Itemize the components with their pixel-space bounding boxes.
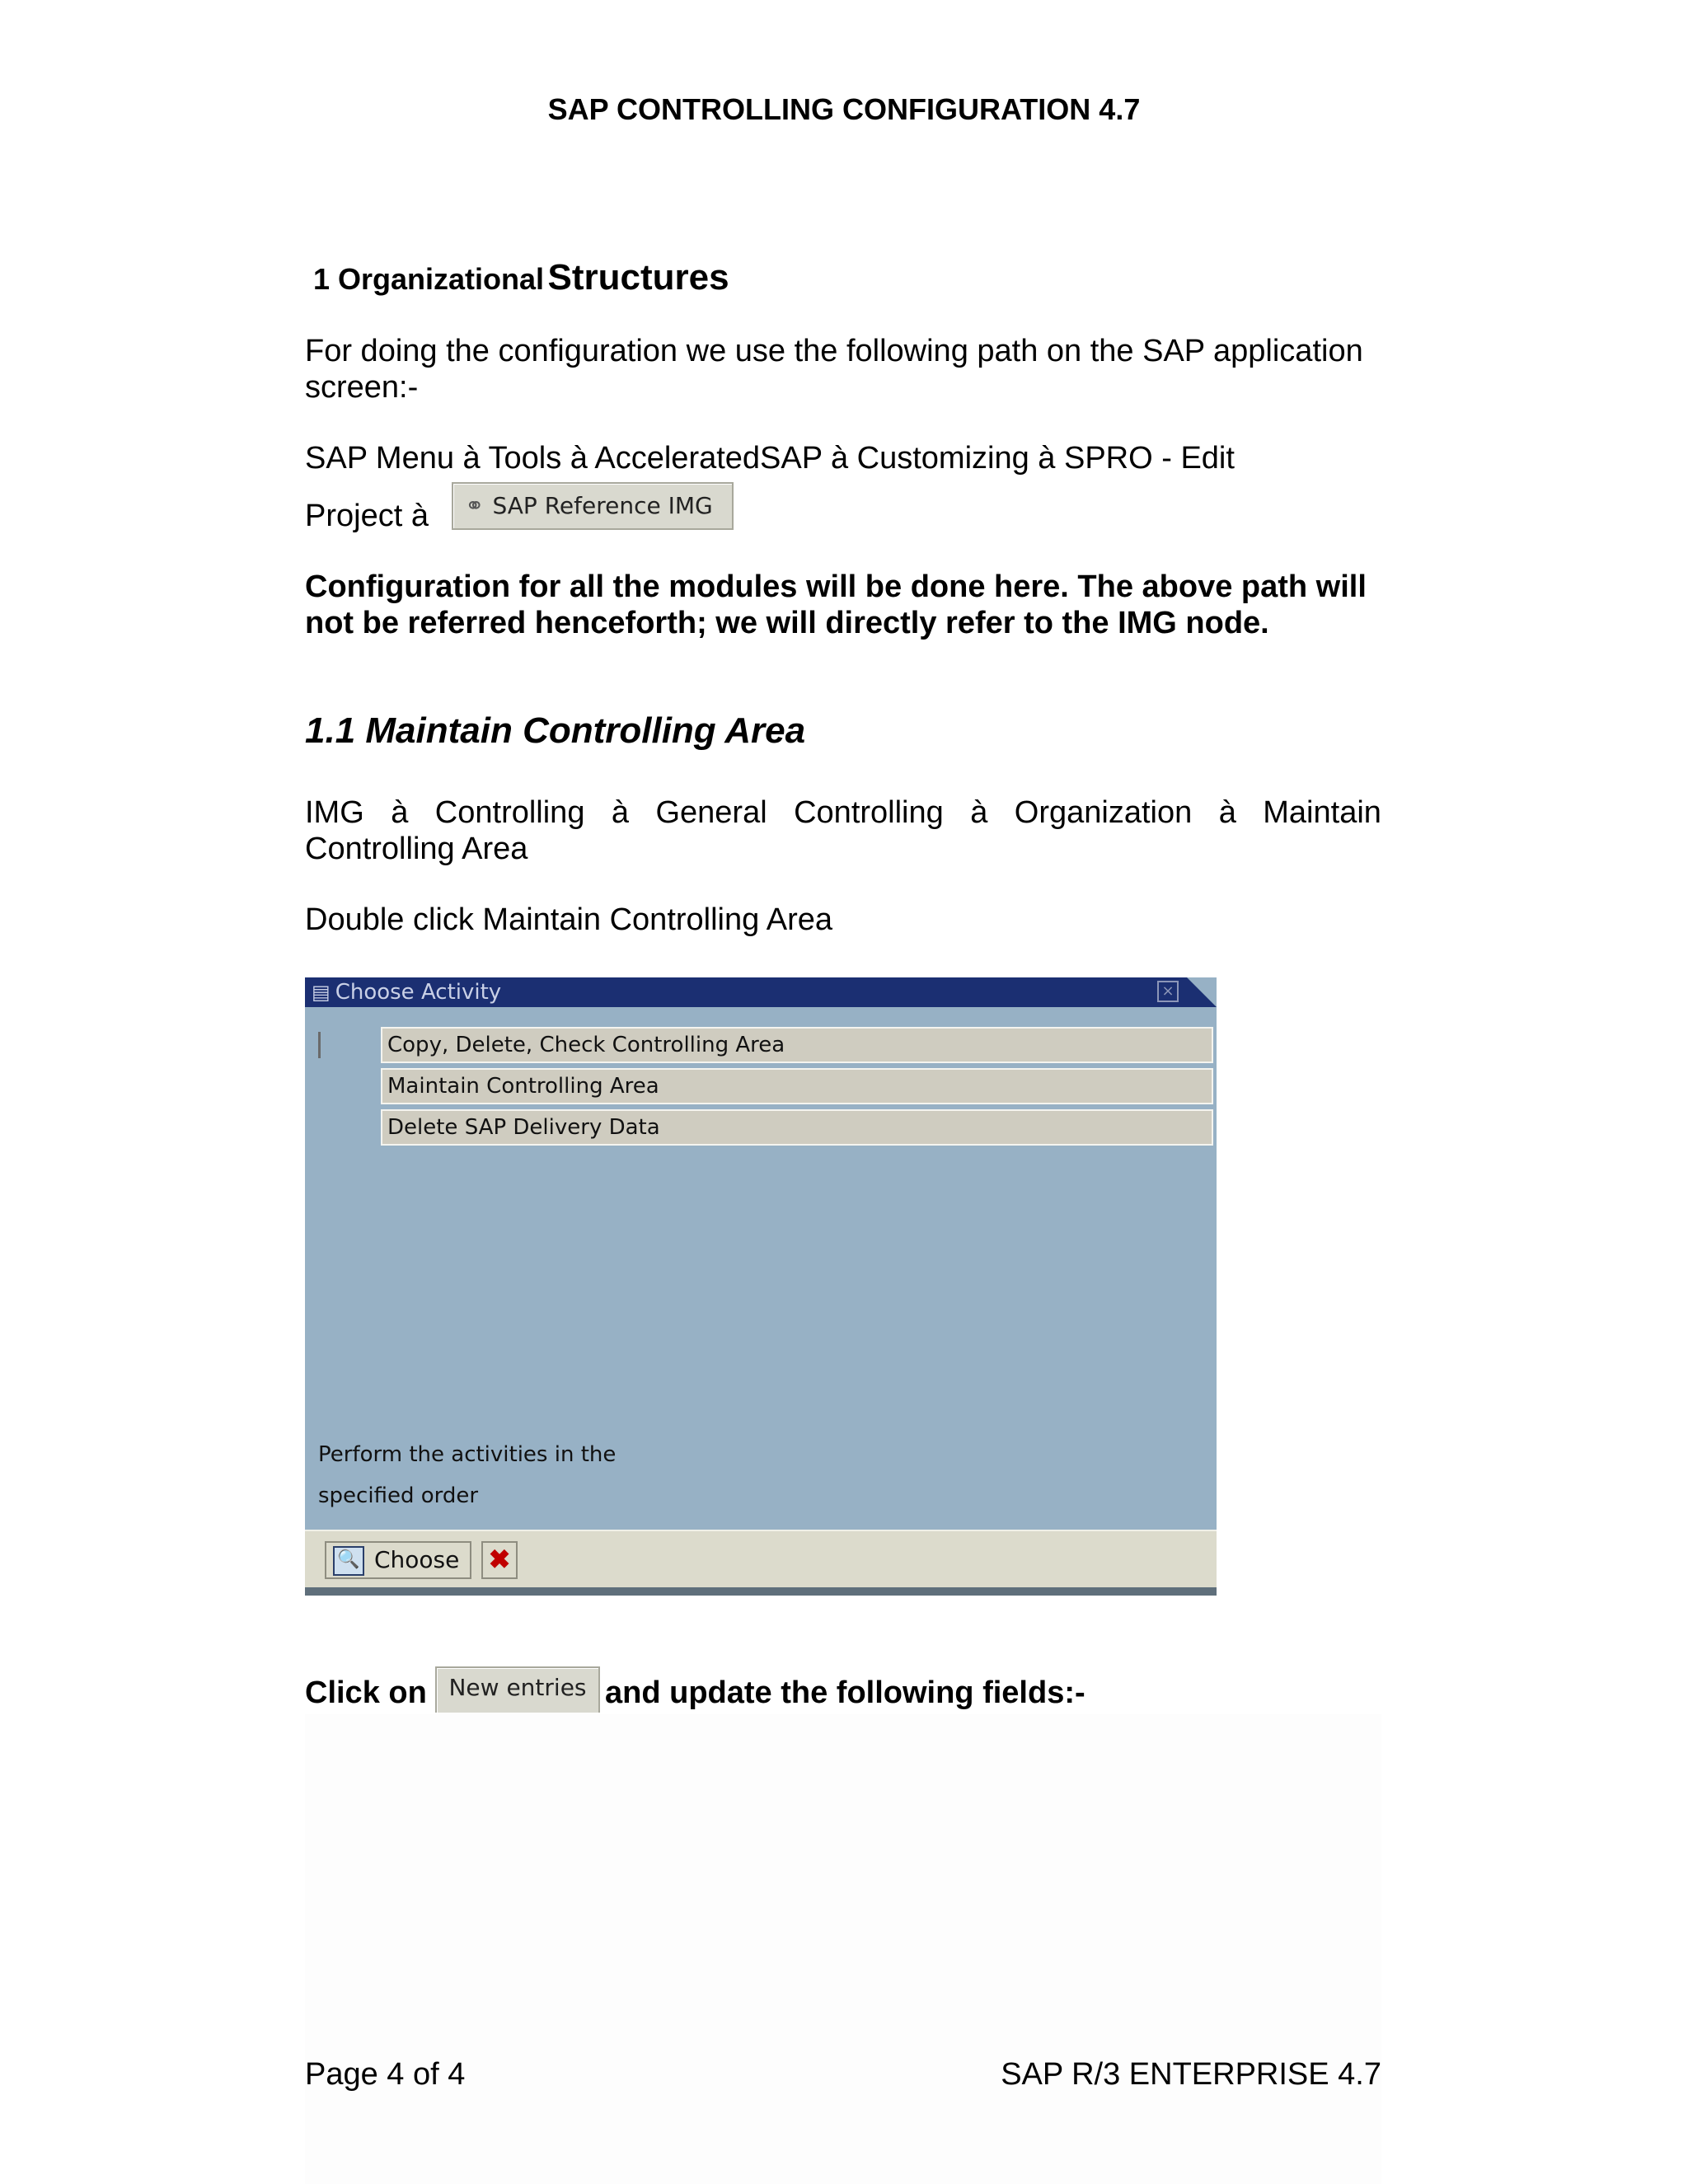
path-arrow: à xyxy=(611,795,630,830)
img-path-line2: Controlling Area xyxy=(305,832,528,866)
configuration-note: Configuration for all the modules will be done here. The above path will not be referred henceforth; we will directly refer to the IMG node. xyxy=(305,569,1367,640)
footer-product: SAP R/3 ENTERPRISE 4.7 xyxy=(1001,2057,1381,2092)
choose-button-label: Choose xyxy=(374,1546,460,1573)
activity-copy-delete-check[interactable]: Copy, Delete, Check Controlling Area xyxy=(381,1027,1213,1063)
dialog-note-line2: specified order xyxy=(318,1483,479,1508)
sap-reference-img-button[interactable] xyxy=(452,482,734,530)
img-path-line1 xyxy=(305,794,1381,831)
dialog-window-icon: ▤ xyxy=(312,981,331,1004)
section-heading-organizational-structures xyxy=(313,257,729,298)
cancel-x-icon: ✖ xyxy=(488,1544,511,1574)
subsection-title-maintain-controlling-area: 1.1 Maintain Controlling Area xyxy=(305,710,806,751)
path-word: Controlling xyxy=(794,795,944,830)
new-entries-button[interactable]: New entries xyxy=(435,1666,600,1713)
path-arrow: à xyxy=(970,795,988,830)
magnifier-icon: 🔍 xyxy=(333,1546,364,1576)
activity-maintain-controlling-area[interactable]: Maintain Controlling Area xyxy=(381,1068,1213,1104)
section-title: Structures xyxy=(547,257,729,298)
choose-button[interactable] xyxy=(325,1541,471,1579)
path-arrow: à xyxy=(1218,795,1236,830)
text-cursor xyxy=(318,1032,321,1058)
dialog-note-line1: Perform the activities in the xyxy=(318,1442,617,1467)
double-click-instruction: Double click Maintain Controlling Area xyxy=(305,902,832,937)
dialog-title-bar xyxy=(305,977,1217,1007)
intro-paragraph: For doing the configuration we use the following path on the SAP application screen:- xyxy=(305,334,1363,405)
dialog-button-bar xyxy=(305,1530,1217,1589)
document-header-title: SAP CONTROLLING CONFIGURATION 4.7 xyxy=(547,92,1141,126)
footer-page-number: Page 4 of 4 xyxy=(305,2057,466,2092)
activity-delete-sap-delivery-data[interactable]: Delete SAP Delivery Data xyxy=(381,1109,1213,1146)
cancel-button[interactable] xyxy=(481,1541,518,1579)
path-word: Organization xyxy=(1014,795,1193,830)
dialog-order-note xyxy=(318,1434,616,1516)
close-icon[interactable]: × xyxy=(1157,981,1179,1002)
dialog-bottom-edge xyxy=(305,1587,1217,1596)
path-word: Maintain xyxy=(1263,795,1381,830)
section-number: 1 Organizational xyxy=(313,262,545,296)
choose-activity-dialog xyxy=(305,977,1217,1596)
sap-reference-img-label: SAP Reference IMG xyxy=(492,492,713,519)
blank-area xyxy=(305,1714,1381,2184)
menu-path-line2: Project à xyxy=(305,499,429,533)
path-arrow: à xyxy=(391,795,409,830)
glasses-icon: ⚭ xyxy=(465,492,485,519)
path-word: General xyxy=(655,795,767,830)
path-word: IMG xyxy=(305,795,364,830)
click-on-label: Click on xyxy=(305,1675,427,1710)
title-bar-corner xyxy=(1187,977,1217,1007)
path-word: Controlling xyxy=(434,795,585,830)
img-path xyxy=(305,794,1381,867)
menu-path-line1: SAP Menu à Tools à AcceleratedSAP à Customizing à SPRO - Edit xyxy=(305,441,1235,476)
dialog-title: Choose Activity xyxy=(335,980,502,1005)
update-fields-label: and update the following fields:- xyxy=(605,1675,1085,1710)
